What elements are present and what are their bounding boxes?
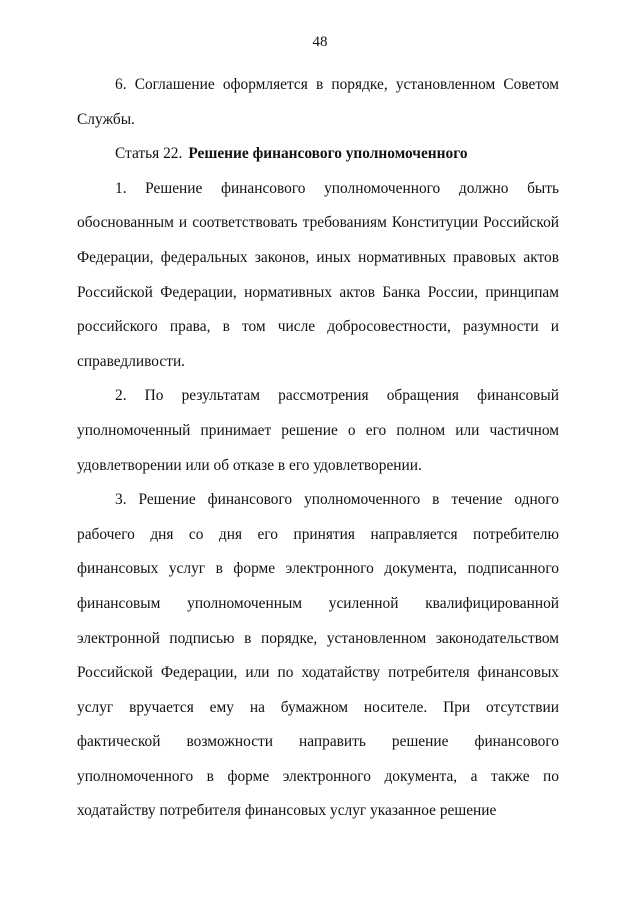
paragraph-2: 2. По результатам рассмотрения обращения финансовый уполномоченный принимает решение о его полном или частичном удовлетворении или об отказе в его удовлетворении. [77, 387, 559, 474]
paragraph-3: 3. Решение финансового уполномоченного в течение одного рабочего дня со дня его принятия направляется потребителю финансовых услуг в форме электронного документа, подписанного финансовым уполномоченным усиленной квалифицированной электронной подписью в порядке, установленном законодательством Российской Федерации, или по ходатайству потребителя финансовых услуг вручается ему на бумажном носителе. При отсутствии фактической возможности направить решение финансового уполномоченного в форме электронного документа, а также по ходатайству потребителя финансовых услуг указанное решение [77, 491, 559, 820]
article-title: Решение финансового уполномоченного [188, 145, 468, 163]
document-body [77, 68, 559, 829]
paragraph-6: 6. Соглашение оформляется в порядке, установленном Советом Службы. [77, 76, 559, 128]
page-number: 48 [312, 34, 328, 50]
article-heading [77, 137, 559, 172]
article-number: Статья 22. [115, 145, 183, 163]
paragraph-1: 1. Решение финансового уполномоченного должно быть обоснованным и соответствовать требованиям Конституции Российской Федерации, федеральных законов, иных нормативных правовых актов Российской Федерации, нормативных актов Банка России, принципам российского права, в том числе добросовестности, разумности и справедливости. [77, 179, 559, 370]
